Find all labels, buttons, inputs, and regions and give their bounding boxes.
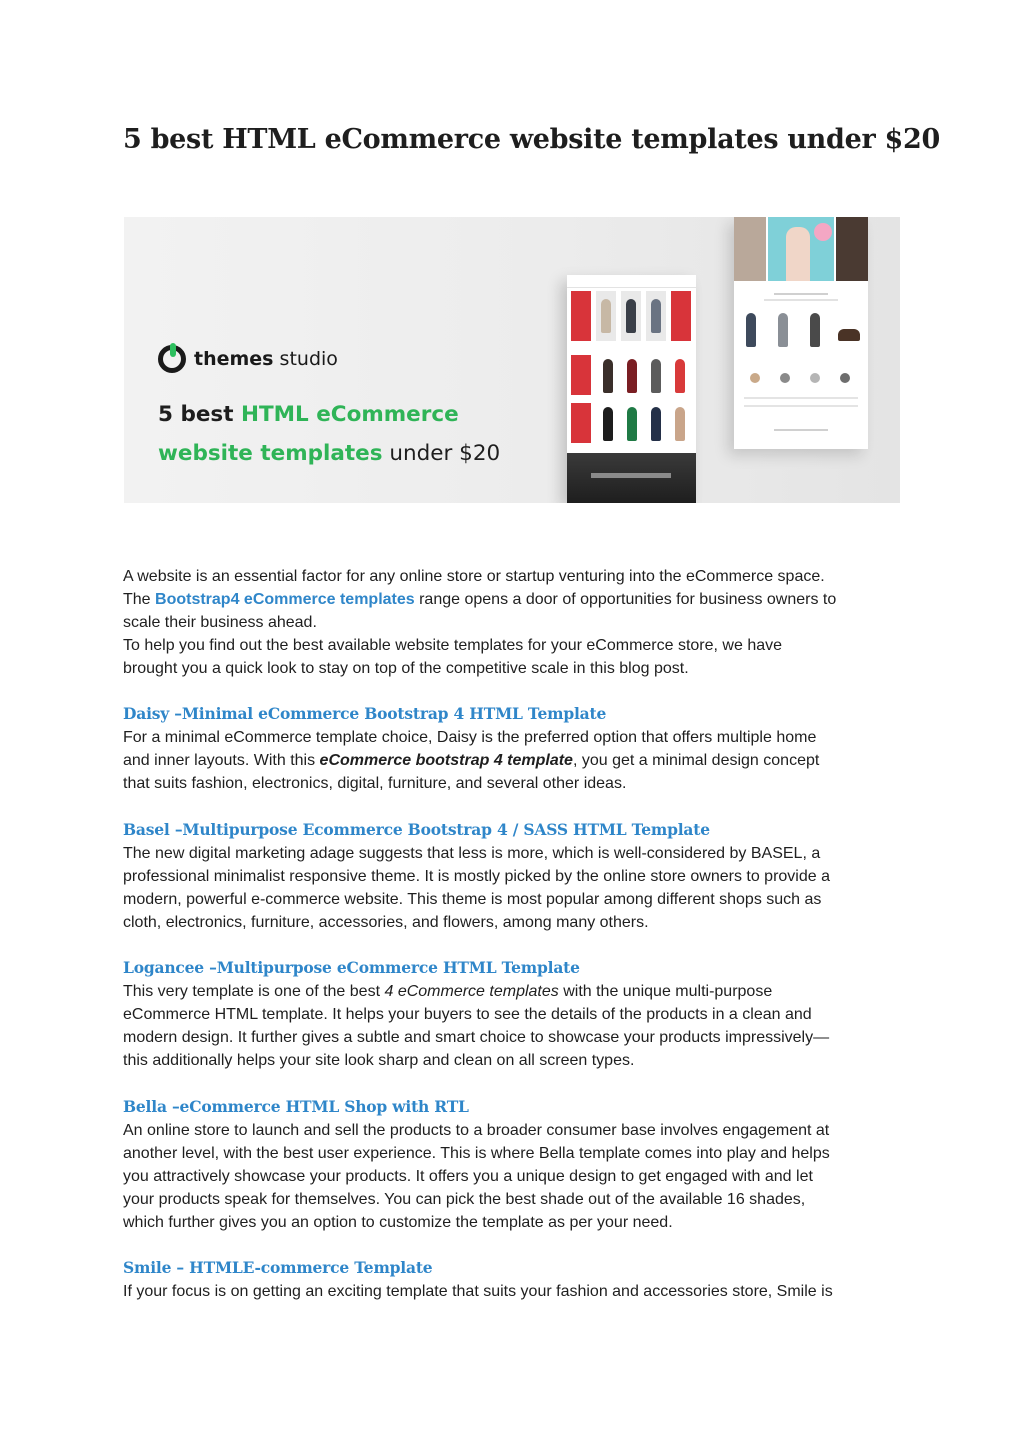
heading-bella: Bella –eCommerce HTML Shop with RTL <box>123 1097 469 1116</box>
banner-headline: 5 best HTML eCommerce website templates under $20 <box>158 402 501 466</box>
paragraph-basel: The new digital marketing adage suggests that less is more, which is well-considered by BASEL, a professional minimalist responsive theme. It is mostly picked by the online store owners to provide a modern, powerful e-commerce website. This theme is most popular among different shops such as cloth, electronics, furniture, accessories, and flowers, among many others. <box>123 845 830 931</box>
paragraph-bella: An online store to launch and sell the products to a broader consumer base involves engagement at another level, with the best user experience. This is where Bella template comes into play and helps you attractively showcase your products. It offers you a unique design to get engaged with and let your products speak for themselves. You can pick the best shade out of the available 16 shades, which further gives you an option to customize the template as per your need. <box>123 1122 830 1231</box>
brand-logo <box>158 345 338 373</box>
brand-name: themes studio <box>194 348 338 370</box>
bootstrap4-ecommerce-templates-link[interactable]: Bootstrap4 eCommerce templates <box>155 591 415 608</box>
paragraph-logancee: This very template is one of the best 4 eCommerce templates with the unique multi-purpose eCommerce HTML template. It helps your buyers to see the details of the products in a clean and modern design. It further gives a subtle and smart choice to showcase your products impressively— this additionally helps your site look sharp and clean on all screen types. <box>123 983 830 1069</box>
paragraph-daisy: For a minimal eCommerce template choice, Daisy is the preferred option that offers multiple home and inner layouts. With this eCommerce bootstrap 4 template, you get a minimal design concept that suits fashion, electronics, digital, furniture, and several other ideas. <box>123 729 820 792</box>
template-preview-fashion <box>734 217 868 449</box>
heading-basel: Basel –Multipurpose Ecommerce Bootstrap 4 / SASS HTML Template <box>123 820 710 839</box>
heading-daisy: Daisy –Minimal eCommerce Bootstrap 4 HTML Template <box>123 704 607 723</box>
heading-smile: Smile – HTMLE-commerce Template <box>123 1258 433 1277</box>
paragraph-smile: If your focus is on getting an exciting template that suits your fashion and accessories store, Smile is <box>123 1283 833 1300</box>
template-preview-storefront <box>567 275 696 503</box>
hero-banner-image <box>124 217 900 503</box>
page-title: 5 best HTML eCommerce website templates under $20 <box>123 124 940 155</box>
intro-paragraph: A website is an essential factor for any online store or startup venturing into the eCommerce space. The Bootstrap4 eCommerce templates range opens a door of opportunities for business owners to scale their business ahead. To help you find out the best available website templates for your eCommerce store, we have brought you a quick look to stay on top of the competitive scale in this blog post. <box>123 568 837 677</box>
themes-studio-logo-icon <box>158 345 186 373</box>
heading-logancee: Logancee –Multipurpose eCommerce HTML Template <box>123 958 580 977</box>
